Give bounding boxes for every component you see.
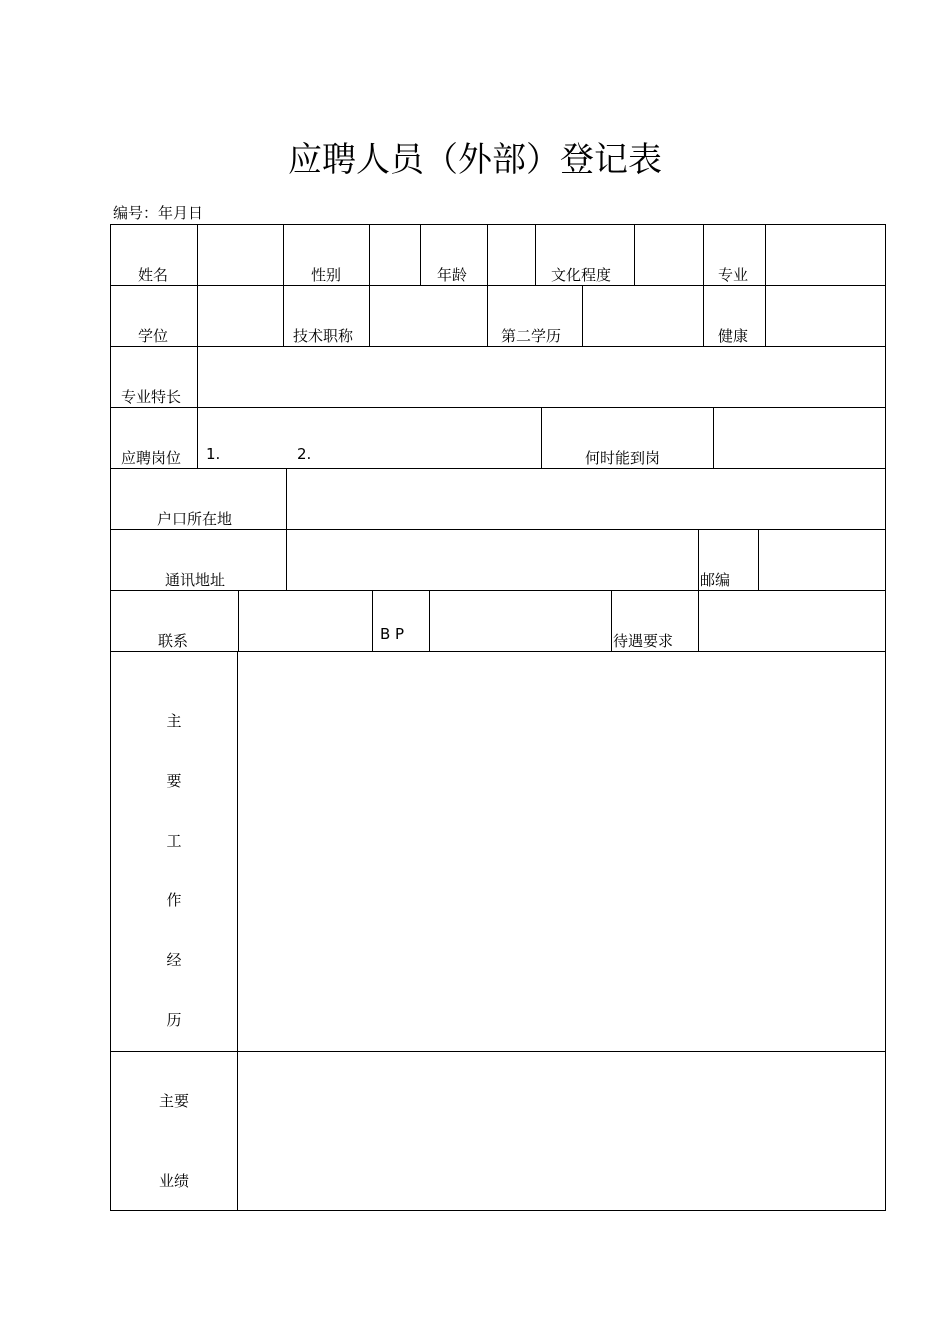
field-major[interactable] — [766, 225, 885, 285]
row-achievements — [111, 1052, 885, 1210]
field-bp[interactable] — [430, 591, 611, 651]
label-address: 通讯地址 — [165, 571, 226, 589]
label-specialty: 专业特长 — [121, 388, 182, 406]
row-position — [111, 408, 885, 469]
row-contact — [111, 591, 885, 652]
row-degree — [111, 286, 885, 347]
work-history-char: 作 — [166, 891, 182, 909]
field-work-history[interactable] — [238, 652, 885, 1051]
label-achievements-line2: 业绩 — [158, 1172, 189, 1190]
field-second-degree[interactable] — [583, 286, 703, 346]
label-hukou: 户口所在地 — [157, 510, 233, 528]
label-degree: 学位 — [138, 327, 169, 345]
label-postcode: 邮编 — [700, 571, 731, 589]
label-bp: B P — [380, 625, 405, 643]
label-salary: 待遇要求 — [613, 632, 674, 650]
page-title: 应聘人员（外部）登记表 — [288, 140, 662, 180]
label-education: 文化程度 — [551, 266, 612, 284]
field-salary[interactable] — [699, 591, 885, 651]
label-age: 年龄 — [437, 266, 468, 284]
label-name: 姓名 — [138, 266, 169, 284]
field-start-date[interactable] — [714, 408, 885, 468]
work-history-char: 经 — [166, 951, 182, 969]
label-position: 应聘岗位 — [121, 449, 182, 467]
field-tech-title[interactable] — [370, 286, 487, 346]
field-address[interactable] — [287, 530, 698, 590]
work-history-char: 工 — [166, 832, 182, 850]
field-gender[interactable] — [370, 225, 420, 285]
work-history-char: 主 — [166, 712, 182, 730]
label-contact: 联系 — [158, 632, 189, 650]
label-achievements-line1: 主要 — [158, 1092, 189, 1110]
label-work-history — [111, 652, 237, 1052]
field-degree[interactable] — [198, 286, 283, 346]
row-address — [111, 530, 885, 591]
position-option-1[interactable]: 1. — [206, 445, 221, 463]
field-contact[interactable] — [239, 591, 372, 651]
field-education[interactable] — [635, 225, 703, 285]
row-specialty — [111, 347, 885, 408]
field-age[interactable] — [488, 225, 535, 285]
row-hukou — [111, 469, 885, 530]
label-gender: 性别 — [311, 266, 342, 284]
label-tech-title: 技术职称 — [293, 327, 354, 345]
row-basic-info — [111, 225, 885, 286]
serial-date-line: 编号：年月日 — [113, 204, 204, 222]
label-major: 专业 — [718, 266, 749, 284]
field-achievements[interactable] — [238, 1052, 885, 1210]
position-option-2[interactable]: 2. — [297, 445, 312, 463]
field-health[interactable] — [766, 286, 885, 346]
label-second-degree: 第二学历 — [501, 327, 562, 345]
work-history-char: 历 — [166, 1011, 182, 1029]
label-start-date: 何时能到岗 — [585, 449, 661, 467]
registration-form-table — [110, 224, 886, 1211]
field-hukou[interactable] — [287, 469, 885, 529]
field-specialty[interactable] — [198, 347, 885, 407]
field-name[interactable] — [198, 225, 283, 285]
field-postcode[interactable] — [759, 530, 885, 590]
row-work-history — [111, 652, 885, 1052]
work-history-char: 要 — [166, 772, 182, 790]
label-health: 健康 — [718, 327, 749, 345]
